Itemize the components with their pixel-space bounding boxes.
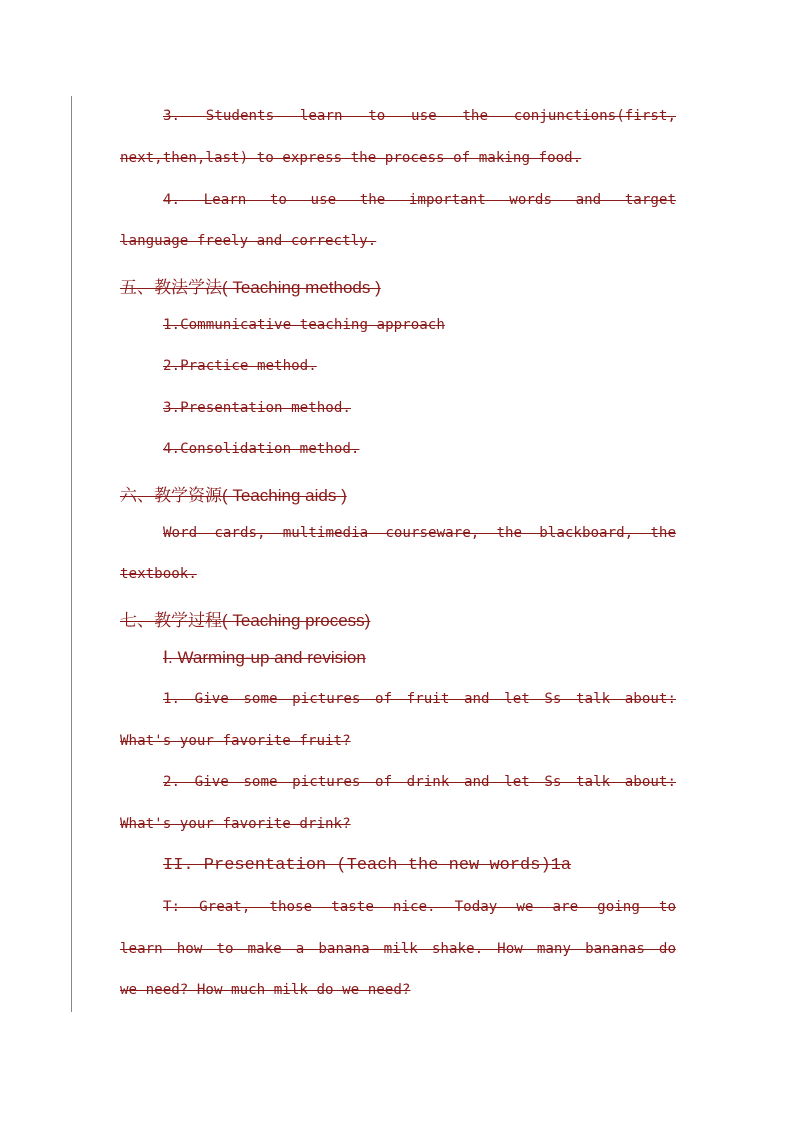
step-1-title: Ⅰ. Warming-up and revision	[163, 648, 366, 667]
step-2-line-3: we need? How much milk do we need?	[120, 982, 411, 998]
step-2-title: II. Presentation (Teach the new words)1a	[163, 856, 572, 875]
margin-bar	[71, 96, 72, 1012]
aids-line-2: textbook.	[120, 566, 197, 582]
aids-heading: 六、教学资源( Teaching aids )	[120, 486, 347, 505]
step-1-item-2-line-1: 2. Give some pictures of drink and let Ss talk about:	[163, 774, 676, 790]
aids-line-1: Word cards, multimedia courseware, the blackboard, the	[163, 525, 676, 541]
methods-heading: 五、教法学法( Teaching methods )	[120, 278, 381, 297]
objective-4-line-1: 4. Learn to use the important words and target	[163, 192, 676, 208]
process-heading: 七、教学过程( Teaching process)	[120, 611, 371, 630]
method-item-4: 4.Consolidation method.	[163, 441, 360, 457]
method-item-1: 1.Communicative teaching approach	[163, 317, 445, 333]
method-item-3: 3.Presentation method.	[163, 400, 351, 416]
method-item-2: 2.Practice method.	[163, 358, 317, 374]
step-1-item-1-line-2: What's your favorite fruit?	[120, 733, 351, 749]
step-1-item-1-line-1: 1. Give some pictures of fruit and let Ss talk about:	[163, 691, 676, 707]
objective-3-line-2: next,then,last) to express the process of making food.	[120, 150, 582, 166]
objective-3-line-1: 3. Students learn to use the conjunctions(first,	[163, 108, 676, 124]
step-2-line-2: learn how to make a banana milk shake. How many bananas do	[120, 941, 676, 957]
step-2-line-1: T: Great, those taste nice. Today we are going to	[163, 899, 676, 915]
objective-4-line-2: language freely and correctly.	[120, 233, 377, 249]
step-1-item-2-line-2: What's your favorite drink?	[120, 816, 351, 832]
